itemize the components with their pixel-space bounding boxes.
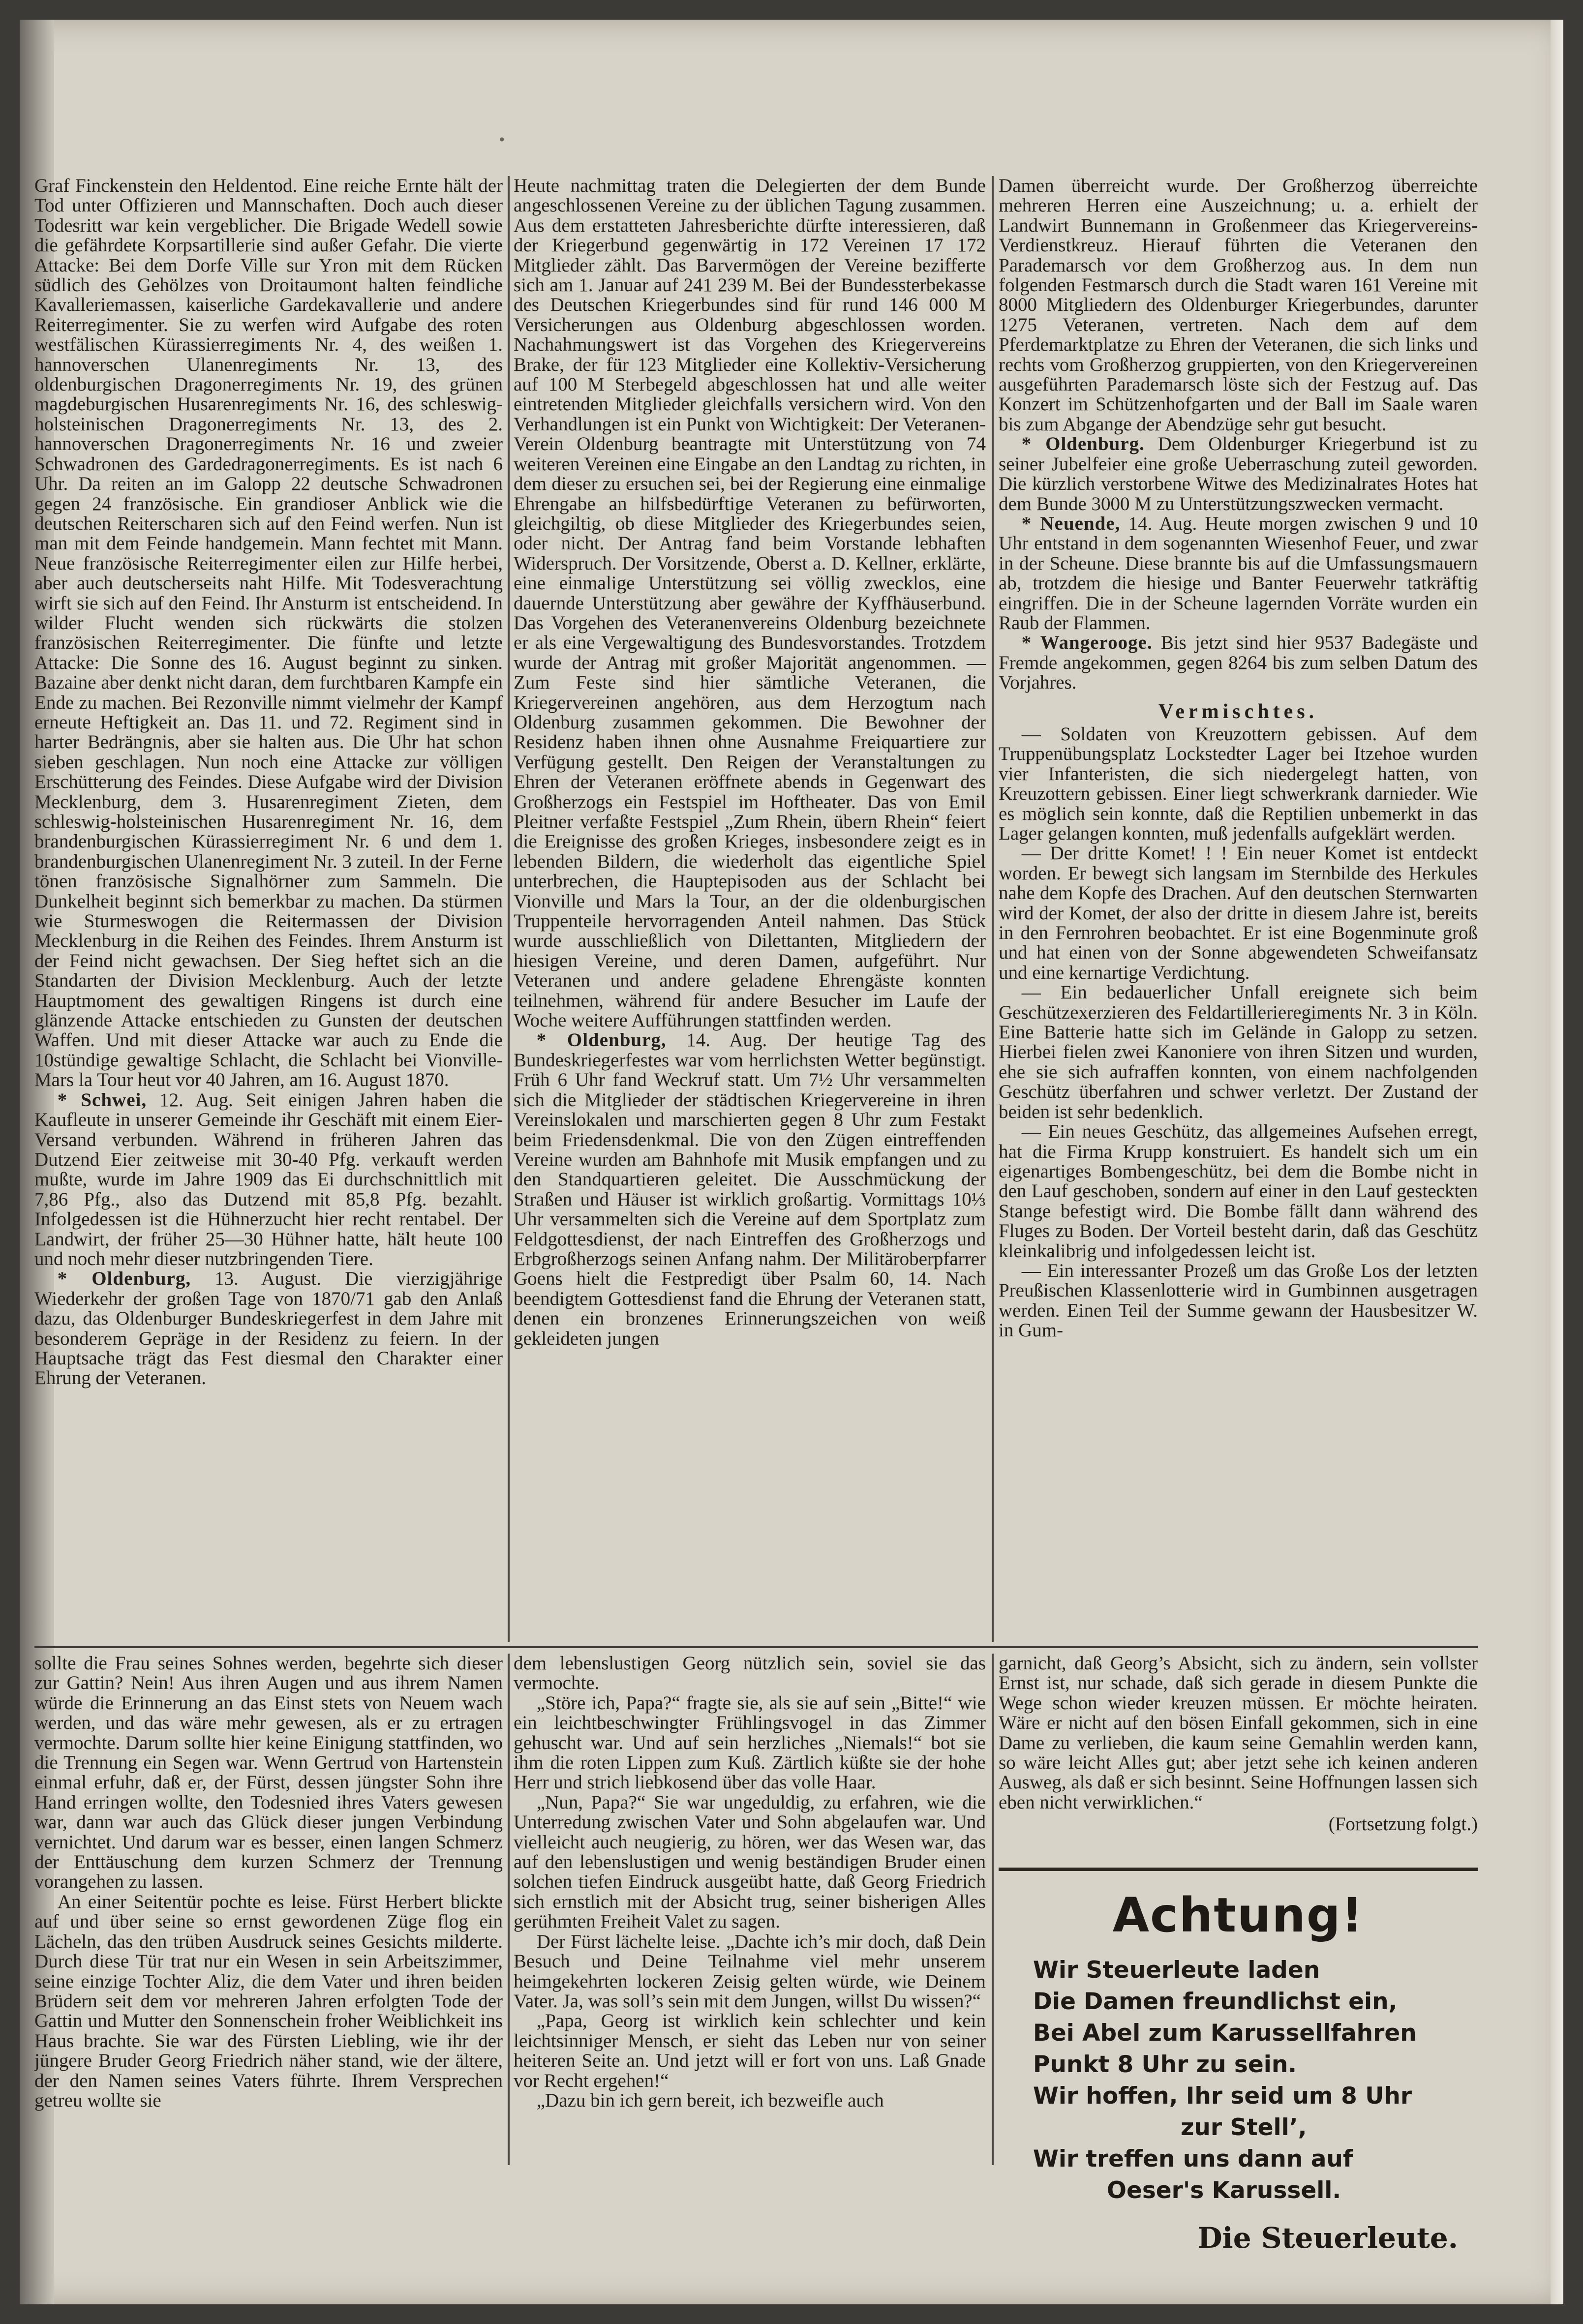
paragraph-text: — Ein bedauerlicher Unfall ereignete sich beim Geschützexerzieren des Feldartillerieregiments Nr. 3 in Köln. Eine Batterie hatte sich im Gelände in Galopp zu setzen. Hierbei fielen zwei Kanoniere von ihren Sitzen und wurden, ehe sie sich aufraffen konnten, von einem nachfolgenden Geschütz überfahren und schwer verletzt. Der Zustand der beiden ist sehr bedenklich. [999, 982, 1478, 1122]
paragraph-text: 14. Aug. Der heutige Tag des Bundeskriegerfestes war vom herrlichsten Wetter begünstigt. Früh 6 Uhr fand Weckruf statt. Um 7½ Uhr versammelten sich die Mitglieder der städtischen Kriegervereine in ihren Vereinslokalen und marschierten gegen 8 Uhr zum Festakt beim Friedensdenkmal. Die von den Zügen eintreffenden Vereine wurden am Bahnhofe mit Musik empfangen und zu den Standquartieren geleitet. Die Ausschmückung der Straßen und Häuser ist wirklich großartig. Vormittags 10⅓ Uhr versammelten sich die Vereine auf dem Sportplatz zum Feldgottesdienst, der nach Eintreffen des Großherzogs und Erbgroßherzogs seinen Anfang nahm. Der Militäroberpfarrer Goens hielt die Festpredigt über Psalm 60, 14. Nach beendigtem Gottesdienst fand die Ehrung der Veteranen statt, denen ein bronzenes Erinnerungszeichen von weiß gekleideten jungen [514, 1029, 986, 1349]
article-paragraph [514, 1793, 986, 1932]
column-divider [508, 176, 510, 1642]
paragraph-text: 12. Aug. Seit einigen Jahren haben die Kaufleute in unserer Gemeinde ihr Geschäft mit einem Eier-Versand verbunden. Während in früheren Jahren das Dutzend Eier zeitweise mit 30-40 Pfg. verkauft werden mußte, wurde im Jahre 1909 das Ei durchschnittlich mit 7,86 Pfg., also das Dutzend mit 85,8 Pfg. bezahlt. Infolgedessen ist die Hühnerzucht hier recht rentabel. Der Landwirt, der früher 25—30 Hühner hatte, hält heute 100 und noch mehr dieser nutzbringenden Tiere. [34, 1089, 503, 1269]
dateline-place: * Wangerooge. [1021, 632, 1153, 654]
paragraph-text: „Papa, Georg ist wirklich kein schlechter und kein leichtsinniger Mensch, er sieht das Leben nur von seiner heiteren Seite an. Und jetzt will er fort von uns. Laß Gnade vor Recht ergehen!“ [514, 2010, 986, 2091]
paragraph-text: 13. August. Die vierzigjährige Wiederkehr der großen Tage von 1870/71 gab den Anlaß dazu, das Oldenburger Bundeskriegerfest in dem Jahre mit besonderem Gepräge in der Residenz zu feiern. In der Hauptsache trägt das Fest diesmal den Charakter einer Ehrung der Veteranen. [34, 1268, 503, 1389]
paragraph-text: — Soldaten von Kreuzottern gebissen. Auf dem Truppenübungsplatz Lockstedter Lager bei Itzehoe wurden vier Infanteristen, die sich niedergelegt hatten, von Kreuzottern gebissen. Einer liegt schwerkrank darnieder. Wie es möglich sein konnte, daß die Reptilien unbemerkt in das Lager gelangen konnten, muß jedenfalls aufgeklärt werden. [999, 723, 1478, 844]
ad-line: Wir Steuerleute laden [1033, 1957, 1320, 1984]
paragraph-text: „Störe ich, Papa?“ fragte sie, als sie auf sein „Bitte!“ wie ein leichtbeschwingter Frühlingsvogel in das Zimmer gehuscht war. Und auf sein herzliches „Niemals!“ bot sie ihm die roten Lippen zum Kuß. Zärtlich küßte sie der hohe Herr und strich liebkosend über das volle Haar. [514, 1692, 986, 1793]
print-mark: • [498, 132, 506, 148]
section-heading: Vermischtes. [1158, 700, 1318, 723]
article-paragraph [514, 1693, 986, 1793]
ad-line: Oeser's Karussell. [1107, 2177, 1341, 2204]
paragraph-text: Bis jetzt sind hier 9537 Badegäste und Fremde angekommen, gegen 8264 bis zum selben Datum des Vorjahres. [999, 632, 1478, 694]
column-divider [508, 1654, 510, 2165]
paragraph-text: garnicht, daß Georg’s Absicht, sich zu ändern, sein vollster Ernst ist, nur schade, daß sich gerade in diesem Punkte die Wege schon wieder kreuzen müssen. Er möchte heiraten. Wäre er nicht auf den bösen Einfall gekommen, sich in eine Dame zu verlieben, die kaum seine Gemahlin werden kann, so wäre leicht Alles gut; aber jetzt sehe ich keinen anderen Ausweg, als daß er sich besinnt. Seine Hoffnungen lassen sich eben nicht verwirklichen.“ [999, 1654, 1478, 1813]
article-paragraph [999, 633, 1478, 693]
ad-top-rule [999, 1868, 1478, 1871]
dateline-place: * Schwei, [57, 1089, 147, 1111]
ad-line: Bei Abel zum Karussellfahren [1033, 2020, 1417, 2047]
article-paragraph [999, 1122, 1478, 1261]
article-paragraph [514, 1932, 986, 2012]
paragraph-text: An einer Seitentür pochte es leise. Fürst Herbert blickte auf und über seine so ernst gewordenen Züge flog ein Lächeln, das den trüben Ausdruck seines Gesichts milderte. Durch diese Tür trat nur ein Wesen in sein Arbeitszimmer, seine einzige Tochter Aliz, die dem Vater und ihren beiden Brüdern seit dem vor mehreren Jahren erfolgten Tode der Gattin und Mutter den Sonnenschein froher Weiblichkeit ins Haus brachte. Sie war des Fürsten Liebling, wie ihr der jüngere Bruder Georg Friedrich näher stand, wie der ältere, der den Namen seines Vaters führte. Ihrem Versprechen getreu wollte sie [34, 1891, 503, 2111]
article-paragraph [514, 2011, 986, 2091]
article-paragraph [34, 176, 503, 1090]
column-divider [992, 1654, 994, 2165]
ad-line: Wir treffen uns dann auf [1033, 2145, 1353, 2173]
article-paragraph [514, 1654, 986, 1693]
ad-text [999, 1955, 1478, 2206]
article-paragraph [999, 1261, 1478, 1341]
page-edge [1551, 20, 1563, 2304]
article-paragraph [999, 724, 1478, 844]
dateline-place: * Oldenburg. [1021, 433, 1145, 455]
column-divider [992, 176, 994, 1642]
paragraph-text: — Ein neues Geschütz, das allgemeines Aufsehen erregt, hat die Firma Krupp konstruiert. Es handelt sich um ein eigenartiges Bombengeschütz, bei dem die Bombe nicht in den Lauf geschoben, sondern auf einer in den Lauf gesteckten Stange befestigt wird. Die Bombe fällt dann während des Fluges zu Boden. Der Vorteil besteht darin, daß das Geschütz kleinkalibrig und infolgedessen leicht ist. [999, 1121, 1478, 1262]
dateline-place: * Oldenburg, [57, 1268, 191, 1290]
paragraph-text: Der Fürst lächelte leise. „Dachte ich’s mir doch, daß Dein Besuch und Deine Teilnahme viel mehr unserem heimgekehrten lockeren Zeisig gelten würde, wie Deinem Vater. Ja, was soll’s sein mit dem Jungen, willst Du wissen?“ [514, 1931, 986, 2012]
paragraph-text: sollte die Frau seines Sohnes werden, begehrte sich dieser zur Gattin? Nein! Aus ihren Augen und aus ihrem Namen würde die Erinnerung an das Einst stets von Neuem wach werden, und das wäre mehr gewesen, als er zu ertragen vermochte. Darum sollte hier keine Einigung stattfinden, wo die Trennung ein Segen war. Wenn Gertrud von Hartenstein einmal erfuhr, daß er, der Fürst, dessen jüngster Sohn ihre Hand erringen wollte, den Todesnied ihres Vaters gewesen war, dann war auch das Glück dieser jungen Verbindung vernichtet. Und darum war es besser, einen langen Schmerz der Enttäuschung dem kurzen Schmerz der Trennung vorangehen zu lassen. [34, 1654, 503, 1893]
paragraph-text: 14. Aug. Heute morgen zwischen 9 und 10 Uhr entstand in dem sogenannten Wiesenhof Feuer, und zwar in der Scheune. Diese brannte bis auf die Umfassungsmauern ab, trotzdem die hiesige und Banter Feuerwehr tatkräftig eingriffen. Die in der Scheune lagernden Vorräte wurden ein Raub der Flammen. [999, 513, 1478, 634]
paragraph-text: „Dazu bin ich gern bereit, ich bezweifle auch [536, 2089, 884, 2111]
article-paragraph [999, 1654, 1478, 1812]
dateline-place: * Neuende, [1021, 513, 1121, 534]
serial-column-3 [999, 1654, 1478, 1860]
top-column-2 [514, 176, 986, 1642]
article-paragraph [34, 1654, 503, 1892]
continuation-note: (Fortsetzung folgt.) [1328, 1813, 1478, 1835]
article-paragraph [999, 176, 1478, 434]
ad-line: zur Stell’, [1181, 2114, 1307, 2141]
article-paragraph [34, 1090, 503, 1269]
advertisement [999, 1862, 1478, 2255]
ad-line: Punkt 8 Uhr zu sein. [1033, 2051, 1297, 2078]
article-paragraph [34, 1892, 503, 2111]
paragraph-text: — Der dritte Komet! ! ! Ein neuer Komet ist entdeckt worden. Er bewegt sich langsam im Sternbilde des Herkules nahe dem Kopfe des Drachen. Auf den deutschen Sternwarten wird der Komet, der also der dritte in diesem Jahre ist, bereits in den Fernrohren beobachtet. Er ist eine Bogenminute groß und hat einen von der Sonne abgewendeten Schweifansatz und eine kernartige Verdichtung. [999, 843, 1478, 983]
article-paragraph [34, 1269, 503, 1388]
top-column-3 [999, 176, 1478, 1642]
article-paragraph [999, 983, 1478, 1122]
paragraph-text: dem lebenslustigen Georg nützlich sein, soviel sie das vermochte. [514, 1654, 986, 1694]
serial-column-1 [34, 1654, 503, 2165]
section-divider [34, 1646, 1478, 1648]
article-paragraph [514, 1030, 986, 1349]
paragraph-text: „Nun, Papa?“ Sie war ungeduldig, zu erfahren, wie die Unterredung zwischen Vater und Sohn abgelaufen war. Und vielleicht auch neugierig, zu hören, wer das Wesen war, das auf den lebenslustigen und wenig beständigen Bruder einen solchen tiefen Eindruck ausgeübt hatte, daß Georg Friedrich sich ernstlich mit der Absicht trug, seiner bisherigen Alles gerühmten Freiheit Valet zu sagen. [514, 1791, 986, 1932]
article-paragraph [514, 2091, 986, 2111]
article-paragraph [999, 844, 1478, 983]
ad-signature: Die Steuerleute. [1197, 2221, 1458, 2255]
ad-line: Die Damen freundlichst ein, [1033, 1988, 1398, 2015]
paragraph-text: Heute nachmittag traten die Delegierten der dem Bunde angeschlossenen Vereine zu der üblichen Tagung zusammen. Aus dem erstatteten Jahresberichte dürfte interessieren, daß der Kriegerbund gegenwärtig in 172 Vereinen 17 172 Mitglieder zählt. Das Barvermögen der Vereine bezifferte sich am 1. Januar auf 241 239 M. Bei der Bundessterbekasse des Deutschen Kriegerbundes sind für rund 146 000 M Versicherungen aus Oldenburg abgeschlossen worden. Nachahmungswert ist das Vorgehen des Kriegervereins Brake, der für 123 Mitglieder eine Kollektiv-Versicherung auf 100 M Sterbegeld abgeschlossen hat und alle weiter eintretenden Mitglieder gleichfalls versichern wird. Von den Verhandlungen ist ein Punkt von Wichtigkeit: Der Veteranen-Verein Oldenburg beantragte mit Unterstützung von 74 weiteren Vereinen eine Eingabe an den Landtag zu richten, in dem dieser zu ersuchen sei, bei der Regierung eine einmalige Ehrengabe an hilfsbedürftige Veteranen zu befürworten, gleichgiltig, ob diese Mitglieder des Kriegerbundes seien, oder nicht. Der Antrag fand beim Vorstande lebhaften Widerspruch. Der Vorsitzende, Oberst a. D. Kellner, erklärte, eine einmalige Unterstützung sei völlig zwecklos, eine dauernde Unterstützung aber gewähre der Kyffhäuserbund. Das Vorgehen des Veteranenvereins Oldenburg bezeichnete er als eine Vergewaltigung des Bundesvorstandes. Trotzdem wurde der Antrag mit großer Majorität angenommen. — Zum Feste sind hier sämtliche Veteranen, die Kriegervereinen angehören, aus dem Herzogtum nach Oldenburg zusammen gekommen. Die Bewohner der Residenz haben ihnen ohne Ausnahme Freiquartiere zur Verfügung gestellt. Den Reigen der Veranstaltungen zu Ehren der Veteranen eröffnete abends in Gegenwart des Großherzogs ein Festspiel im Hoftheater. Das von Emil Pleitner verfaßte Festspiel „Zum Rhein, übern Rhein“ feiert die Ereignisse des großen Krieges, insbesondere zeigt es in lebenden Bildern, die wiederholt das eigentliche Spiel unterbrechen, die Hauptepisoden aus der Schlacht bei Vionville und Mars la Tour, an der die oldenburgischen Truppenteile hervorragenden Anteil nahmen. Das Stück wurde ausschließlich von Dilettanten, Mitgliedern der hiesigen Vereine, und deren Damen, aufgeführt. Nur Veteranen und andere geladene Ehrengäste konnten teilnehmen, während für andere Besucher im Laufe der Woche weitere Aufführungen stattfinden werden. [514, 176, 986, 1031]
paragraph-text: Damen überreicht wurde. Der Großherzog überreichte mehreren Herren eine Auszeichnung; u. a. erhielt der Landwirt Bunnemann in Großenmeer das Kriegervereins-Verdienstkreuz. Hierauf führten die Veteranen den Parademarsch vor dem Großherzog aus. In dem nun folgenden Festmarsch durch die Stadt waren 161 Vereine mit 8000 Mitgliedern des Oldenburger Kriegerbundes, darunter 1275 Veteranen, vertreten. Nach dem auf dem Pferdemarktplatze zu Ehren der Veteranen, die sich links und rechts vom Großherzog gruppierten, von den Kriegervereinen ausgeführten Parademarsch löste sich der Festzug auf. Das Konzert im Schützenhofgarten und der Ball im Saale waren bis zum Abgange der Abendzüge sehr gut besucht. [999, 176, 1478, 435]
ad-line: Wir hoffen, Ihr seid um 8 Uhr [1033, 2083, 1412, 2110]
article-paragraph [999, 514, 1478, 633]
paragraph-text: Graf Finckenstein den Heldentod. Eine reiche Ernte hält der Tod unter Offizieren und Mannschaften. Doch auch dieser Todesritt war kein vergeblicher. Die Brigade Wedell sowie die gefährdete Korpsartillerie sind außer Gefahr. Die vierte Attacke: Bei dem Dorfe Ville sur Yron mit dem Rücken südlich des Gehölzes von Droitaumont halten feindliche Kavalleriemassen, kaiserliche Gardekavallerie und andere Reiterregimenter. Sie zu werfen wird Aufgabe des roten westfälischen Kürassierregiments Nr. 4, des weißen 1. hannoverschen Ulanenregiments Nr. 13, des oldenburgischen Dragonerregiments Nr. 19, des grünen magdeburgischen Husarenregiments Nr. 16, des schleswig-holsteinischen Dragonerregiments Nr. 13, des 2. hannoverschen Dragonerregiments Nr. 16 und zweier Schwadronen des Gardedragonerregiments. Es ist nach 6 Uhr. Da reiten an im Galopp 22 deutsche Schwadronen gegen 24 französische. Ein grandioser Anblick wie die deutschen Reiterscharen sich auf den Feind werfen. Nun ist man mit dem Feinde handgemein. Mann fechtet mit Mann. Neue französische Reiterregimenter eilen zur Hilfe herbei, aber auch deutscherseits naht Hilfe. Mit Todesverachtung wirft sie sich auf den Feind. Ihr Ansturm ist entscheidend. In wilder Flucht wenden sich rückwärts die stolzen französischen Reiterregimenter. Die fünfte und letzte Attacke: Die Sonne des 16. August beginnt zu sinken. Bazaine aber denkt nicht daran, dem furchtbaren Kampfe ein Ende zu machen. Bei Rezonville nimmt vielmehr der Kampf erneute Heftigkeit an. Das 11. und 72. Regiment sind in harter Bedrängnis, aber sie halten aus. Die Uhr hat schon sieben geschlagen. Nun noch eine Attacke zur völligen Erschütterung des Feindes. Diese Aufgabe wird der Division Mecklenburg, dem 3. Husarenregiment Zieten, dem schleswig-holsteinischen Husarenregiment Nr. 16, dem brandenburgischen Kürassierregiment Nr. 6 und dem 1. brandenburgischen Ulanenregiment Nr. 3 zuteil. In der Ferne tönen französische Signalhörner zum Sammeln. Die Dunkelheit beginnt sich bemerkbar zu machen. Da stürmen wie Sturmeswogen die Reitermassen der Division Mecklenburg in die Reihen des Feindes. Ihrem Ansturm ist der Feind nicht gewachsen. Der Sieg heftet sich an die Standarten der Division Mecklenburg. Auch der letzte Hauptmoment des gewaltigen Ringens ist durch eine glänzende Attacke entschieden zu Gunsten der deutschen Waffen. Und mit dieser Attacke war auch zu Ende die 10stündige gewaltige Schlacht, die Schlacht bei Vionville-Mars la Tour heut vor 40 Jahren, am 16. August 1870. [34, 176, 503, 1091]
article-paragraph [999, 434, 1478, 514]
dateline-place: * Oldenburg, [536, 1029, 667, 1051]
article-paragraph [514, 176, 986, 1030]
paragraph-text: — Ein interessanter Prozeß um das Große Los der letzten Preußischen Klassenlotterie wird in Gumbinnen ausgetragen werden. Einen Teil der Summe gewann der Hausbesitzer W. in Gum- [999, 1260, 1478, 1341]
newspaper-page [20, 20, 1563, 2304]
serial-column-2 [514, 1654, 986, 2165]
paragraph-text: Dem Oldenburger Kriegerbund ist zu seiner Jubelfeier eine große Ueberraschung zuteil geworden. Die kürzlich verstorbene Witwe des Medizinalrates Hotes hat dem Bunde 3000 M zu Unterstützungszwecken vermacht. [999, 433, 1478, 514]
top-column-1 [34, 176, 503, 1642]
ad-title: Achtung! [1112, 1888, 1364, 1943]
